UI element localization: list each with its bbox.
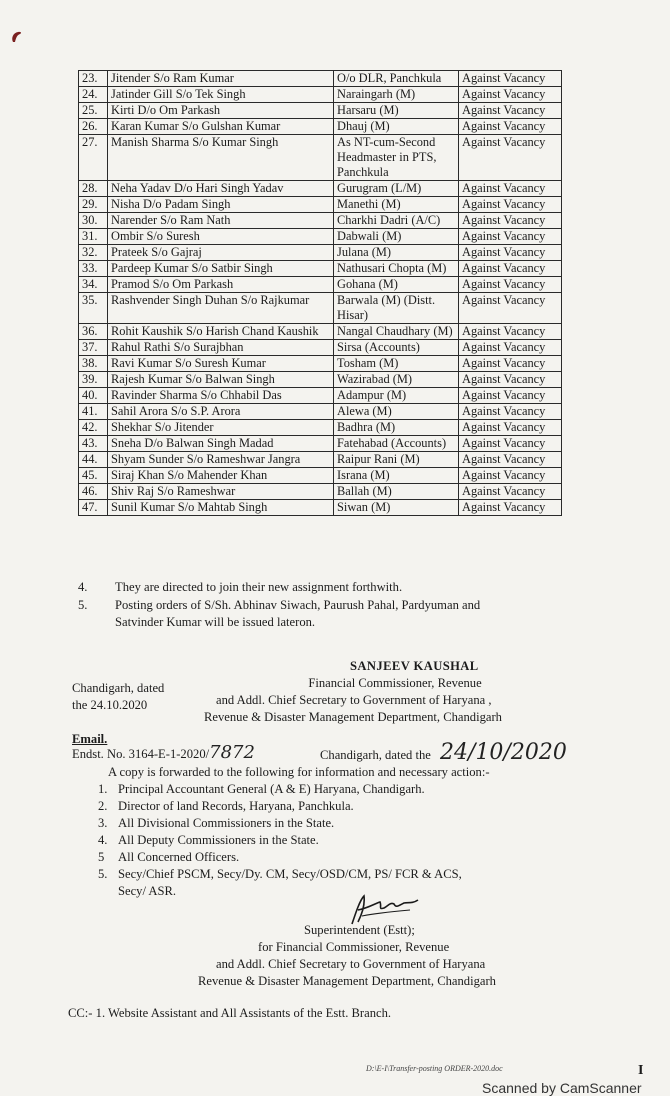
row-name: Karan Kumar S/o Gulshan Kumar <box>108 119 334 135</box>
row-vacancy-type: Against Vacancy <box>459 119 562 135</box>
row-vacancy-type: Against Vacancy <box>459 436 562 452</box>
list-item-text: Director of land Records, Haryana, Panchkula. <box>118 799 354 813</box>
row-posting-place: Gohana (M) <box>334 277 459 293</box>
row-name: Sunil Kumar S/o Mahtab Singh <box>108 500 334 516</box>
table-row <box>79 404 562 420</box>
paragraph-number: 4. <box>78 580 88 594</box>
list-item-text: Secy/Chief PSCM, Secy/Dy. CM, Secy/OSD/CM, PS/ FCR & ACS, <box>118 867 462 881</box>
list-item-number: 5. <box>98 867 108 881</box>
superintendent-line2: and Addl. Chief Secretary to Government of Haryana <box>216 957 486 971</box>
row-vacancy-type: Against Vacancy <box>459 420 562 436</box>
table-row <box>79 197 562 213</box>
row-posting-place: Israna (M) <box>334 468 459 484</box>
row-serial: 29. <box>79 197 108 213</box>
paragraph-text-line1: Posting orders of S/Sh. Abhinav Siwach, Paurush Pahal, Pardyuman and <box>115 598 481 612</box>
row-name: Ravinder Sharma S/o Chhabil Das <box>108 388 334 404</box>
row-posting-place: Gurugram (L/M) <box>334 181 459 197</box>
row-serial: 46. <box>79 484 108 500</box>
paragraph-4 <box>78 579 578 596</box>
table-row <box>79 293 562 324</box>
row-vacancy-type: Against Vacancy <box>459 197 562 213</box>
row-posting-place: Nathusari Chopta (M) <box>334 261 459 277</box>
row-vacancy-type: Against Vacancy <box>459 404 562 420</box>
row-name: Narender S/o Ram Nath <box>108 213 334 229</box>
row-vacancy-type: Against Vacancy <box>459 452 562 468</box>
list-item-text: All Divisional Commissioners in the State. <box>118 816 335 830</box>
table-row <box>79 356 562 372</box>
copy-list <box>88 781 548 900</box>
row-serial: 41. <box>79 404 108 420</box>
row-posting-place: Wazirabad (M) <box>334 372 459 388</box>
row-posting-place: Adampur (M) <box>334 388 459 404</box>
row-posting-place: Alewa (M) <box>334 404 459 420</box>
row-serial: 34. <box>79 277 108 293</box>
row-name: Jitender S/o Ram Kumar <box>108 71 334 87</box>
row-vacancy-type: Against Vacancy <box>459 388 562 404</box>
row-serial: 37. <box>79 340 108 356</box>
row-name: Ombir S/o Suresh <box>108 229 334 245</box>
table-row <box>79 71 562 87</box>
email-label: Email. <box>72 732 108 746</box>
row-name: Sneha D/o Balwan Singh Madad <box>108 436 334 452</box>
row-serial: 42. <box>79 420 108 436</box>
row-vacancy-type: Against Vacancy <box>459 500 562 516</box>
row-name: Siraj Khan S/o Mahender Khan <box>108 468 334 484</box>
row-posting-place: Sirsa (Accounts) <box>334 340 459 356</box>
row-vacancy-type: Against Vacancy <box>459 245 562 261</box>
row-posting-place: Naraingarh (M) <box>334 87 459 103</box>
row-serial: 24. <box>79 87 108 103</box>
row-serial: 40. <box>79 388 108 404</box>
row-name: Rahul Rathi S/o Surajbhan <box>108 340 334 356</box>
list-item-number: 4. <box>98 833 108 847</box>
table-row <box>79 468 562 484</box>
place-dated: Chandigarh, dated <box>72 681 165 695</box>
list-item-text: All Deputy Commissioners in the State. <box>118 833 319 847</box>
row-serial: 45. <box>79 468 108 484</box>
row-name: Neha Yadav D/o Hari Singh Yadav <box>108 181 334 197</box>
postings-table-body <box>79 71 562 516</box>
row-name: Nisha D/o Padam Singh <box>108 197 334 213</box>
row-serial: 28. <box>79 181 108 197</box>
ink-blot-icon <box>10 30 24 44</box>
table-row <box>79 500 562 516</box>
table-row <box>79 452 562 468</box>
signatory-department: Revenue & Disaster Management Department, Chandigarh <box>204 710 502 724</box>
row-serial: 32. <box>79 245 108 261</box>
file-path: D:\E-I\Transfer-posting ORDER-2020.doc <box>366 1064 503 1073</box>
row-posting-place: Manethi (M) <box>334 197 459 213</box>
table-row <box>79 181 562 197</box>
cc-line: CC:- 1. Website Assistant and All Assistants of the Estt. Branch. <box>68 1006 392 1020</box>
row-serial: 31. <box>79 229 108 245</box>
scanner-watermark: Scanned by CamScanner <box>482 1080 642 1096</box>
row-name: Manish Sharma S/o Kumar Singh <box>108 135 334 181</box>
row-posting-place: Dhauj (M) <box>334 119 459 135</box>
table-row <box>79 388 562 404</box>
table-row <box>79 340 562 356</box>
row-vacancy-type: Against Vacancy <box>459 103 562 119</box>
row-vacancy-type: Against Vacancy <box>459 181 562 197</box>
paragraph-number: 5. <box>78 598 88 612</box>
table-row <box>79 213 562 229</box>
copy-intro: A copy is forwarded to the following for information and necessary action:- <box>108 765 490 779</box>
table-row <box>79 324 562 340</box>
endorsement-prefix: Endst. No. 3164-E-1-2020/ <box>72 747 210 761</box>
list-item-text: All Concerned Officers. <box>118 850 240 864</box>
row-vacancy-type: Against Vacancy <box>459 71 562 87</box>
row-name: Kirti D/o Om Parkash <box>108 103 334 119</box>
row-posting-place: Harsaru (M) <box>334 103 459 119</box>
row-name: Ravi Kumar S/o Suresh Kumar <box>108 356 334 372</box>
row-vacancy-type: Against Vacancy <box>459 356 562 372</box>
row-posting-place: Tosham (M) <box>334 356 459 372</box>
row-vacancy-type: Against Vacancy <box>459 484 562 500</box>
row-serial: 23. <box>79 71 108 87</box>
table-row <box>79 436 562 452</box>
paragraph-text-line2: Satvinder Kumar will be issued lateron. <box>115 615 316 629</box>
list-item <box>88 849 548 866</box>
row-name: Shekhar S/o Jitender <box>108 420 334 436</box>
row-name: Shiv Raj S/o Rameshwar <box>108 484 334 500</box>
row-vacancy-type: Against Vacancy <box>459 293 562 324</box>
row-serial: 33. <box>79 261 108 277</box>
list-item-number: 2. <box>98 799 108 813</box>
signatory-designation-2: and Addl. Chief Secretary to Government of Haryana , <box>216 693 492 707</box>
row-posting-place: Julana (M) <box>334 245 459 261</box>
row-name: Prateek S/o Gajraj <box>108 245 334 261</box>
row-serial: 47. <box>79 500 108 516</box>
row-vacancy-type: Against Vacancy <box>459 324 562 340</box>
row-posting-place: Siwan (M) <box>334 500 459 516</box>
row-serial: 39. <box>79 372 108 388</box>
row-posting-place: Fatehabad (Accounts) <box>334 436 459 452</box>
row-vacancy-type: Against Vacancy <box>459 468 562 484</box>
row-posting-place: As NT-cum-Second Headmaster in PTS, Panchkula <box>334 135 459 181</box>
list-item <box>88 781 548 798</box>
row-serial: 38. <box>79 356 108 372</box>
table-row <box>79 119 562 135</box>
superintendent-line1: for Financial Commissioner, Revenue <box>258 940 450 954</box>
list-item <box>88 883 548 900</box>
table-row <box>79 245 562 261</box>
row-posting-place: Nangal Chaudhary (M) <box>334 324 459 340</box>
paragraph-text: They are directed to join their new assignment forthwith. <box>115 580 403 594</box>
row-posting-place: Dabwali (M) <box>334 229 459 245</box>
table-row <box>79 372 562 388</box>
endorsement-number-handwritten: 7872 <box>209 742 255 763</box>
row-name: Rohit Kaushik S/o Harish Chand Kaushik <box>108 324 334 340</box>
signatory-name: SANJEEV KAUSHAL <box>350 659 479 673</box>
endorsement-date-line <box>320 740 567 765</box>
row-serial: 30. <box>79 213 108 229</box>
row-name: Rashvender Singh Duhan S/o Rajkumar <box>108 293 334 324</box>
endorsement-number-line <box>72 744 255 763</box>
order-date: the 24.10.2020 <box>72 698 148 712</box>
row-name: Shyam Sunder S/o Rameshwar Jangra <box>108 452 334 468</box>
row-name: Pramod S/o Om Parkash <box>108 277 334 293</box>
superintendent-title: Superintendent (Estt); <box>304 923 415 937</box>
table-row <box>79 135 562 181</box>
endorsement-place: Chandigarh, dated the <box>320 748 431 762</box>
row-serial: 25. <box>79 103 108 119</box>
table-row <box>79 484 562 500</box>
table-row <box>79 103 562 119</box>
row-serial: 27. <box>79 135 108 181</box>
row-vacancy-type: Against Vacancy <box>459 87 562 103</box>
endorsement-date-handwritten: 24/10/2020 <box>440 740 567 765</box>
list-item <box>88 832 548 849</box>
row-posting-place: Raipur Rani (M) <box>334 452 459 468</box>
list-item-text: Secy/ ASR. <box>118 884 177 898</box>
row-vacancy-type: Against Vacancy <box>459 372 562 388</box>
row-vacancy-type: Against Vacancy <box>459 135 562 181</box>
row-serial: 36. <box>79 324 108 340</box>
row-serial: 43. <box>79 436 108 452</box>
table-row <box>79 277 562 293</box>
superintendent-department: Revenue & Disaster Management Department, Chandigarh <box>198 974 496 988</box>
row-posting-place: O/o DLR, Panchkula <box>334 71 459 87</box>
signatory-designation: Financial Commissioner, Revenue <box>308 676 482 690</box>
postings-table <box>78 70 562 516</box>
table-row <box>79 420 562 436</box>
row-posting-place: Barwala (M) (Distt. Hisar) <box>334 293 459 324</box>
paragraph-5 <box>78 597 578 631</box>
table-row <box>79 229 562 245</box>
list-item-number: 1. <box>98 782 108 796</box>
row-name: Pardeep Kumar S/o Satbir Singh <box>108 261 334 277</box>
row-name: Rajesh Kumar S/o Balwan Singh <box>108 372 334 388</box>
table-row <box>79 261 562 277</box>
row-name: Sahil Arora S/o S.P. Arora <box>108 404 334 420</box>
row-vacancy-type: Against Vacancy <box>459 340 562 356</box>
list-item-number: 5 <box>98 850 105 864</box>
row-posting-place: Ballah (M) <box>334 484 459 500</box>
row-name: Jatinder Gill S/o Tek Singh <box>108 87 334 103</box>
row-vacancy-type: Against Vacancy <box>459 261 562 277</box>
row-vacancy-type: Against Vacancy <box>459 229 562 245</box>
row-vacancy-type: Against Vacancy <box>459 277 562 293</box>
row-vacancy-type: Against Vacancy <box>459 213 562 229</box>
row-posting-place: Badhra (M) <box>334 420 459 436</box>
row-serial: 26. <box>79 119 108 135</box>
row-serial: 44. <box>79 452 108 468</box>
page-mark: I <box>638 1063 644 1078</box>
list-item <box>88 798 548 815</box>
list-item-number: 3. <box>98 816 108 830</box>
row-serial: 35. <box>79 293 108 324</box>
table-row <box>79 87 562 103</box>
list-item-text: Principal Accountant General (A & E) Haryana, Chandigarh. <box>118 782 425 796</box>
row-posting-place: Charkhi Dadri (A/C) <box>334 213 459 229</box>
list-item <box>88 815 548 832</box>
list-item <box>88 866 548 883</box>
